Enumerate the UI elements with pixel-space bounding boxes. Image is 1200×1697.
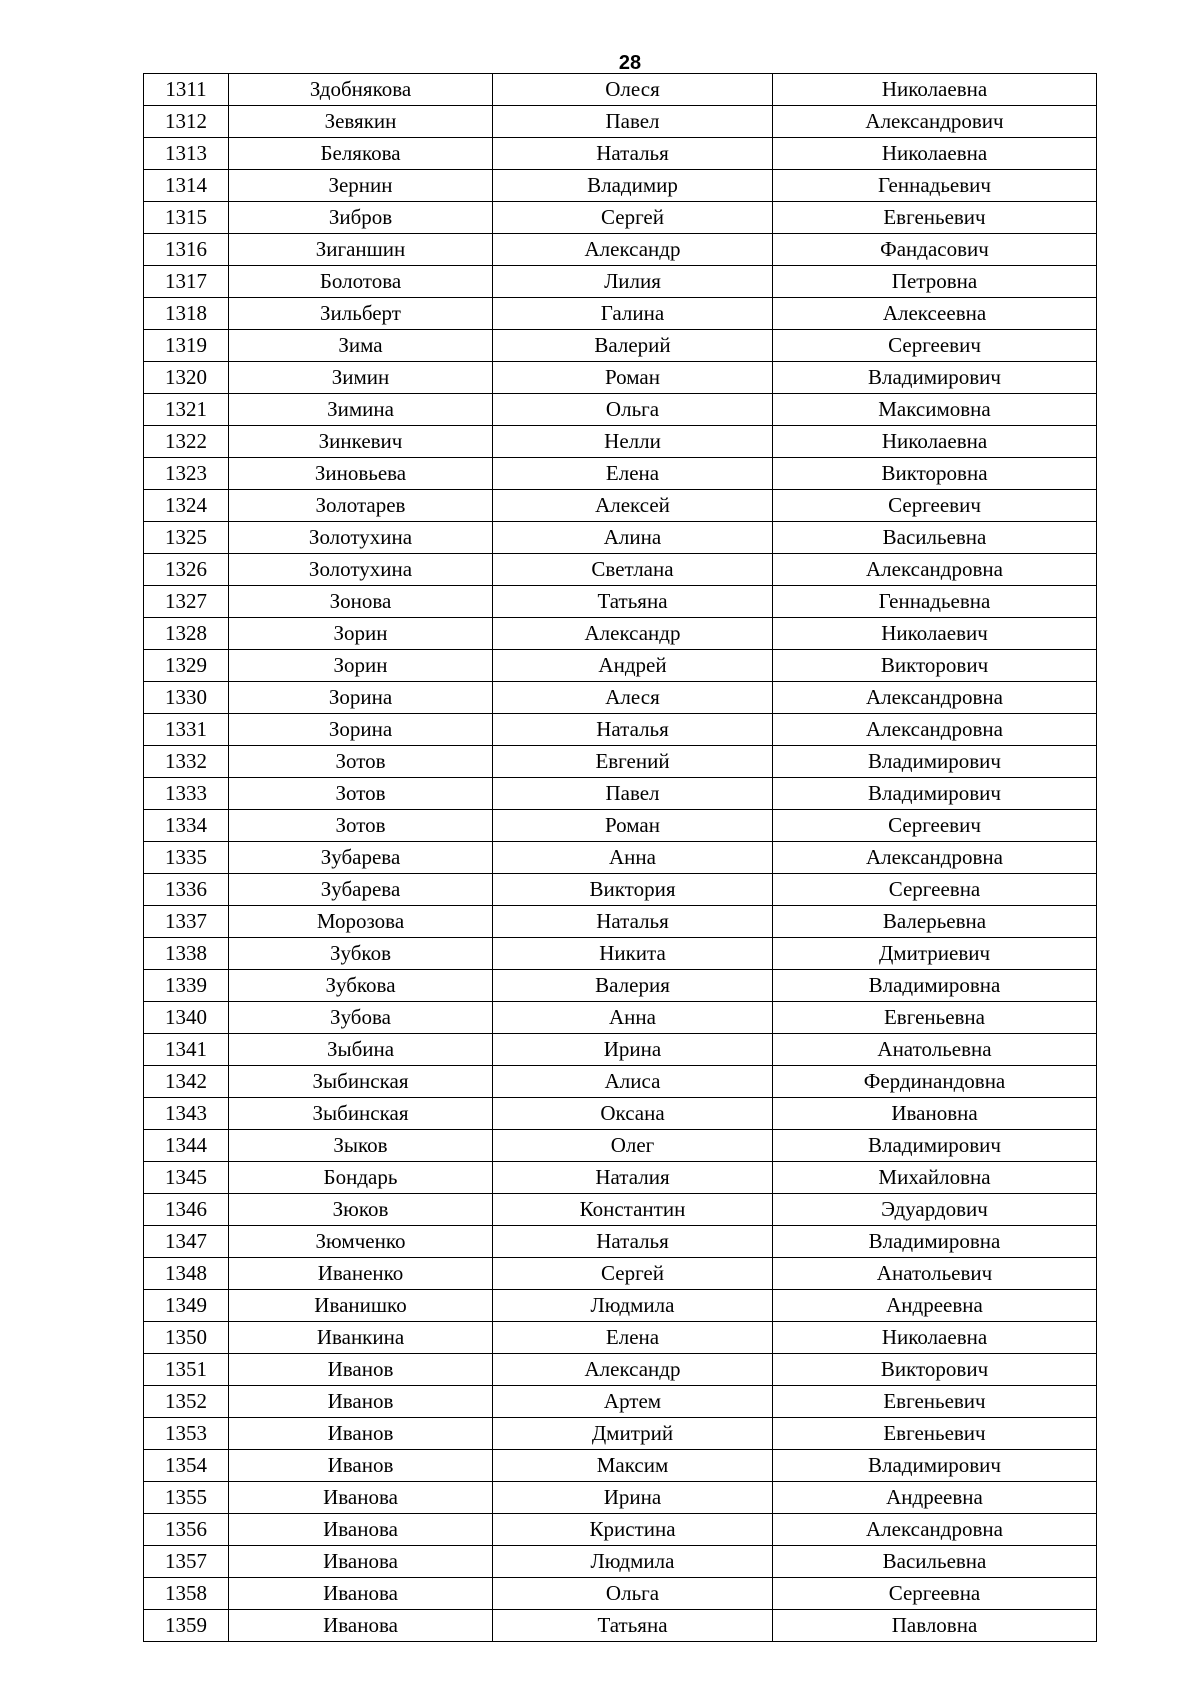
last-name-cell: Зорина <box>229 714 493 746</box>
last-name-cell: Зюков <box>229 1194 493 1226</box>
patronymic-cell: Викторович <box>773 1354 1097 1386</box>
patronymic-cell: Александрович <box>773 106 1097 138</box>
last-name-cell: Зубарева <box>229 842 493 874</box>
table-row <box>144 554 1097 586</box>
first-name-cell: Олеся <box>493 74 773 106</box>
last-name-cell: Зевякин <box>229 106 493 138</box>
patronymic-cell: Анатольевна <box>773 1034 1097 1066</box>
table-row <box>144 714 1097 746</box>
row-number-cell: 1339 <box>144 970 229 1002</box>
last-name-cell: Зотов <box>229 810 493 842</box>
first-name-cell: Никита <box>493 938 773 970</box>
row-number-cell: 1316 <box>144 234 229 266</box>
last-name-cell: Иванов <box>229 1386 493 1418</box>
table-row <box>144 586 1097 618</box>
first-name-cell: Наталья <box>493 906 773 938</box>
last-name-cell: Зорина <box>229 682 493 714</box>
patronymic-cell: Александровна <box>773 554 1097 586</box>
first-name-cell: Людмила <box>493 1290 773 1322</box>
first-name-cell: Олег <box>493 1130 773 1162</box>
last-name-cell: Зиновьева <box>229 458 493 490</box>
roster-table <box>143 73 1097 1642</box>
last-name-cell: Золотарев <box>229 490 493 522</box>
patronymic-cell: Алексеевна <box>773 298 1097 330</box>
first-name-cell: Наталья <box>493 714 773 746</box>
first-name-cell: Наталия <box>493 1162 773 1194</box>
patronymic-cell: Николаевич <box>773 618 1097 650</box>
first-name-cell: Александр <box>493 234 773 266</box>
table-row <box>144 874 1097 906</box>
table-row <box>144 1258 1097 1290</box>
table-row <box>144 650 1097 682</box>
patronymic-cell: Фердинандовна <box>773 1066 1097 1098</box>
row-number-cell: 1344 <box>144 1130 229 1162</box>
table-row <box>144 810 1097 842</box>
first-name-cell: Александр <box>493 1354 773 1386</box>
last-name-cell: Иванова <box>229 1482 493 1514</box>
patronymic-cell: Владимирович <box>773 778 1097 810</box>
first-name-cell: Ольга <box>493 394 773 426</box>
row-number-cell: 1355 <box>144 1482 229 1514</box>
patronymic-cell: Александровна <box>773 714 1097 746</box>
row-number-cell: 1358 <box>144 1578 229 1610</box>
row-number-cell: 1345 <box>144 1162 229 1194</box>
last-name-cell: Морозова <box>229 906 493 938</box>
first-name-cell: Кристина <box>493 1514 773 1546</box>
first-name-cell: Татьяна <box>493 586 773 618</box>
patronymic-cell: Евгеньевич <box>773 202 1097 234</box>
table-row <box>144 1034 1097 1066</box>
first-name-cell: Павел <box>493 778 773 810</box>
row-number-cell: 1321 <box>144 394 229 426</box>
patronymic-cell: Васильевна <box>773 1546 1097 1578</box>
last-name-cell: Зыбина <box>229 1034 493 1066</box>
patronymic-cell: Сергеевич <box>773 330 1097 362</box>
row-number-cell: 1327 <box>144 586 229 618</box>
table-row <box>144 1162 1097 1194</box>
first-name-cell: Людмила <box>493 1546 773 1578</box>
patronymic-cell: Дмитриевич <box>773 938 1097 970</box>
patronymic-cell: Михайловна <box>773 1162 1097 1194</box>
row-number-cell: 1359 <box>144 1610 229 1642</box>
first-name-cell: Алексей <box>493 490 773 522</box>
patronymic-cell: Владимировна <box>773 1226 1097 1258</box>
table-row <box>144 1482 1097 1514</box>
patronymic-cell: Максимовна <box>773 394 1097 426</box>
last-name-cell: Белякова <box>229 138 493 170</box>
patronymic-cell: Евгеньевна <box>773 1002 1097 1034</box>
row-number-cell: 1352 <box>144 1386 229 1418</box>
last-name-cell: Зыбинская <box>229 1098 493 1130</box>
table-row <box>144 298 1097 330</box>
table-row <box>144 746 1097 778</box>
row-number-cell: 1318 <box>144 298 229 330</box>
row-number-cell: 1328 <box>144 618 229 650</box>
patronymic-cell: Николаевна <box>773 74 1097 106</box>
patronymic-cell: Александровна <box>773 1514 1097 1546</box>
row-number-cell: 1317 <box>144 266 229 298</box>
patronymic-cell: Николаевна <box>773 1322 1097 1354</box>
table-row <box>144 490 1097 522</box>
last-name-cell: Зубова <box>229 1002 493 1034</box>
row-number-cell: 1346 <box>144 1194 229 1226</box>
row-number-cell: 1348 <box>144 1258 229 1290</box>
first-name-cell: Лилия <box>493 266 773 298</box>
first-name-cell: Елена <box>493 1322 773 1354</box>
table-row <box>144 1354 1097 1386</box>
patronymic-cell: Сергеевна <box>773 874 1097 906</box>
row-number-cell: 1337 <box>144 906 229 938</box>
first-name-cell: Ирина <box>493 1482 773 1514</box>
first-name-cell: Наталья <box>493 1226 773 1258</box>
row-number-cell: 1329 <box>144 650 229 682</box>
first-name-cell: Алеся <box>493 682 773 714</box>
patronymic-cell: Сергеевич <box>773 490 1097 522</box>
first-name-cell: Роман <box>493 362 773 394</box>
table-row <box>144 1578 1097 1610</box>
last-name-cell: Зимин <box>229 362 493 394</box>
row-number-cell: 1357 <box>144 1546 229 1578</box>
patronymic-cell: Фандасович <box>773 234 1097 266</box>
first-name-cell: Елена <box>493 458 773 490</box>
last-name-cell: Зибров <box>229 202 493 234</box>
patronymic-cell: Александровна <box>773 842 1097 874</box>
table-row <box>144 266 1097 298</box>
last-name-cell: Иванкина <box>229 1322 493 1354</box>
patronymic-cell: Сергеевич <box>773 810 1097 842</box>
last-name-cell: Золотухина <box>229 522 493 554</box>
patronymic-cell: Анатольевич <box>773 1258 1097 1290</box>
last-name-cell: Иванов <box>229 1354 493 1386</box>
last-name-cell: Зотов <box>229 746 493 778</box>
row-number-cell: 1326 <box>144 554 229 586</box>
last-name-cell: Иваненко <box>229 1258 493 1290</box>
first-name-cell: Ольга <box>493 1578 773 1610</box>
table-row <box>144 426 1097 458</box>
patronymic-cell: Петровна <box>773 266 1097 298</box>
row-number-cell: 1353 <box>144 1418 229 1450</box>
row-number-cell: 1312 <box>144 106 229 138</box>
patronymic-cell: Николаевна <box>773 138 1097 170</box>
table-row <box>144 362 1097 394</box>
first-name-cell: Анна <box>493 1002 773 1034</box>
last-name-cell: Зюмченко <box>229 1226 493 1258</box>
patronymic-cell: Геннадьевич <box>773 170 1097 202</box>
last-name-cell: Золотухина <box>229 554 493 586</box>
last-name-cell: Иванова <box>229 1514 493 1546</box>
patronymic-cell: Андреевна <box>773 1482 1097 1514</box>
table-row <box>144 1290 1097 1322</box>
patronymic-cell: Александровна <box>773 682 1097 714</box>
patronymic-cell: Владимирович <box>773 746 1097 778</box>
row-number-cell: 1338 <box>144 938 229 970</box>
table-row <box>144 234 1097 266</box>
first-name-cell: Дмитрий <box>493 1418 773 1450</box>
first-name-cell: Анна <box>493 842 773 874</box>
row-number-cell: 1324 <box>144 490 229 522</box>
patronymic-cell: Евгеньевич <box>773 1418 1097 1450</box>
patronymic-cell: Владимировна <box>773 970 1097 1002</box>
patronymic-cell: Владимирович <box>773 362 1097 394</box>
row-number-cell: 1325 <box>144 522 229 554</box>
patronymic-cell: Валерьевна <box>773 906 1097 938</box>
row-number-cell: 1323 <box>144 458 229 490</box>
last-name-cell: Иванова <box>229 1610 493 1642</box>
last-name-cell: Иванов <box>229 1450 493 1482</box>
page-number: 28 <box>618 52 642 74</box>
last-name-cell: Зонова <box>229 586 493 618</box>
table-row <box>144 682 1097 714</box>
table-row <box>144 1066 1097 1098</box>
last-name-cell: Зимина <box>229 394 493 426</box>
table-row <box>144 778 1097 810</box>
last-name-cell: Зорин <box>229 618 493 650</box>
row-number-cell: 1341 <box>144 1034 229 1066</box>
table-row <box>144 1130 1097 1162</box>
table-row <box>144 202 1097 234</box>
patronymic-cell: Владимирович <box>773 1450 1097 1482</box>
table-row <box>144 1514 1097 1546</box>
patronymic-cell: Андреевна <box>773 1290 1097 1322</box>
row-number-cell: 1335 <box>144 842 229 874</box>
table-row <box>144 906 1097 938</box>
last-name-cell: Иванов <box>229 1418 493 1450</box>
row-number-cell: 1340 <box>144 1002 229 1034</box>
row-number-cell: 1313 <box>144 138 229 170</box>
first-name-cell: Артем <box>493 1386 773 1418</box>
last-name-cell: Зубков <box>229 938 493 970</box>
last-name-cell: Бондарь <box>229 1162 493 1194</box>
first-name-cell: Алиса <box>493 1066 773 1098</box>
table-row <box>144 170 1097 202</box>
table-row <box>144 1194 1097 1226</box>
last-name-cell: Зернин <box>229 170 493 202</box>
row-number-cell: 1330 <box>144 682 229 714</box>
row-number-cell: 1322 <box>144 426 229 458</box>
first-name-cell: Сергей <box>493 202 773 234</box>
last-name-cell: Иванова <box>229 1578 493 1610</box>
last-name-cell: Болотова <box>229 266 493 298</box>
table-row <box>144 1098 1097 1130</box>
roster-table-body <box>144 74 1097 1642</box>
first-name-cell: Павел <box>493 106 773 138</box>
table-row <box>144 330 1097 362</box>
row-number-cell: 1350 <box>144 1322 229 1354</box>
patronymic-cell: Эдуардович <box>773 1194 1097 1226</box>
table-row <box>144 1450 1097 1482</box>
table-row <box>144 1226 1097 1258</box>
row-number-cell: 1314 <box>144 170 229 202</box>
first-name-cell: Галина <box>493 298 773 330</box>
row-number-cell: 1320 <box>144 362 229 394</box>
row-number-cell: 1354 <box>144 1450 229 1482</box>
row-number-cell: 1342 <box>144 1066 229 1098</box>
first-name-cell: Евгений <box>493 746 773 778</box>
first-name-cell: Валерия <box>493 970 773 1002</box>
table-row <box>144 970 1097 1002</box>
row-number-cell: 1311 <box>144 74 229 106</box>
last-name-cell: Зорин <box>229 650 493 682</box>
first-name-cell: Валерий <box>493 330 773 362</box>
last-name-cell: Зинкевич <box>229 426 493 458</box>
row-number-cell: 1351 <box>144 1354 229 1386</box>
patronymic-cell: Викторович <box>773 650 1097 682</box>
first-name-cell: Оксана <box>493 1098 773 1130</box>
table-row <box>144 938 1097 970</box>
row-number-cell: 1343 <box>144 1098 229 1130</box>
row-number-cell: 1334 <box>144 810 229 842</box>
first-name-cell: Виктория <box>493 874 773 906</box>
patronymic-cell: Геннадьевна <box>773 586 1097 618</box>
row-number-cell: 1331 <box>144 714 229 746</box>
table-row <box>144 1610 1097 1642</box>
table-row <box>144 1322 1097 1354</box>
first-name-cell: Константин <box>493 1194 773 1226</box>
first-name-cell: Алина <box>493 522 773 554</box>
table-row <box>144 618 1097 650</box>
table-row <box>144 458 1097 490</box>
last-name-cell: Зиганшин <box>229 234 493 266</box>
table-row <box>144 1002 1097 1034</box>
table-row <box>144 1418 1097 1450</box>
patronymic-cell: Ивановна <box>773 1098 1097 1130</box>
last-name-cell: Зубкова <box>229 970 493 1002</box>
patronymic-cell: Евгеньевич <box>773 1386 1097 1418</box>
table-row <box>144 842 1097 874</box>
patronymic-cell: Васильевна <box>773 522 1097 554</box>
first-name-cell: Сергей <box>493 1258 773 1290</box>
table-row <box>144 1386 1097 1418</box>
first-name-cell: Ирина <box>493 1034 773 1066</box>
last-name-cell: Здобнякова <box>229 74 493 106</box>
row-number-cell: 1319 <box>144 330 229 362</box>
table-row <box>144 138 1097 170</box>
last-name-cell: Зима <box>229 330 493 362</box>
first-name-cell: Наталья <box>493 138 773 170</box>
row-number-cell: 1336 <box>144 874 229 906</box>
last-name-cell: Иванишко <box>229 1290 493 1322</box>
table-row <box>144 106 1097 138</box>
patronymic-cell: Павловна <box>773 1610 1097 1642</box>
table-row <box>144 522 1097 554</box>
patronymic-cell: Владимирович <box>773 1130 1097 1162</box>
first-name-cell: Максим <box>493 1450 773 1482</box>
row-number-cell: 1333 <box>144 778 229 810</box>
last-name-cell: Зубарева <box>229 874 493 906</box>
patronymic-cell: Сергеевна <box>773 1578 1097 1610</box>
first-name-cell: Роман <box>493 810 773 842</box>
patronymic-cell: Викторовна <box>773 458 1097 490</box>
last-name-cell: Зотов <box>229 778 493 810</box>
last-name-cell: Зыков <box>229 1130 493 1162</box>
row-number-cell: 1315 <box>144 202 229 234</box>
last-name-cell: Зыбинская <box>229 1066 493 1098</box>
table-row <box>144 1546 1097 1578</box>
first-name-cell: Нелли <box>493 426 773 458</box>
first-name-cell: Татьяна <box>493 1610 773 1642</box>
row-number-cell: 1349 <box>144 1290 229 1322</box>
table-row <box>144 394 1097 426</box>
first-name-cell: Светлана <box>493 554 773 586</box>
first-name-cell: Александр <box>493 618 773 650</box>
first-name-cell: Андрей <box>493 650 773 682</box>
patronymic-cell: Николаевна <box>773 426 1097 458</box>
last-name-cell: Зильберт <box>229 298 493 330</box>
last-name-cell: Иванова <box>229 1546 493 1578</box>
first-name-cell: Владимир <box>493 170 773 202</box>
table-row <box>144 74 1097 106</box>
row-number-cell: 1332 <box>144 746 229 778</box>
row-number-cell: 1356 <box>144 1514 229 1546</box>
row-number-cell: 1347 <box>144 1226 229 1258</box>
